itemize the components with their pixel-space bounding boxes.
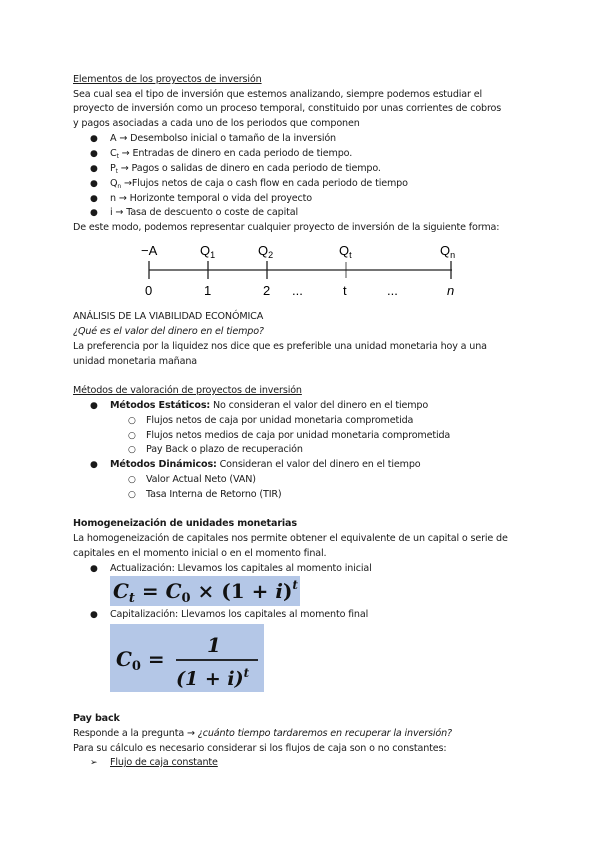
timeline-bottom-label-n: n <box>447 283 455 298</box>
payback-line-2: Para su cálculo es necesario considerar si los flujos de caja son o no constantes: <box>73 743 447 754</box>
list-item: $C_t$ → Entradas de dinero en cada periodo de tiempo. <box>110 148 353 160</box>
formula-capitalizacion <box>110 624 264 692</box>
homog-line-1: La homogeneización de capitales nos permite obtener el equivalente de un capital o serie de <box>73 533 508 544</box>
section-title-homogeneizacion: Homogeneización de unidades monetarias <box>73 518 297 529</box>
timeline-bottom-label-0: 0 <box>145 283 153 298</box>
list-item: n → Horizonte temporal o vida del proyecto <box>110 193 312 204</box>
liquidity-line-2: unidad monetaria mañana <box>73 356 198 367</box>
list-item: $P_t$ → Pagos o salidas de dinero en cada periodo de tiempo. <box>110 163 381 175</box>
formula-actualizacion <box>110 576 300 606</box>
bullet-circle-icon: ○ <box>128 475 136 485</box>
bullet-circle-icon: ○ <box>128 431 136 441</box>
bullet-circle-icon: ○ <box>128 490 136 500</box>
timeline-top-label-0: −A <box>141 243 158 258</box>
list-item: $Q_n$ →Flujos netos de caja o cash flow en cada periodo de tiempo <box>110 178 408 190</box>
bullet-dot-icon: ● <box>90 610 98 620</box>
bullet-dot-icon: ● <box>90 164 98 174</box>
bullet-dot-icon: ● <box>90 149 98 159</box>
svg-text:1: 1 <box>207 633 221 657</box>
svg-text:Ct = C0 × (1 + i)t: $C_t = C_0 \times (1 + i)^t$ <box>113 578 298 606</box>
timeline-bottom-label-1: 1 <box>204 283 212 298</box>
timeline-bottom-label-2: 2 <box>263 283 271 298</box>
timeline-bottom-ellipsis-1: ... <box>292 283 303 298</box>
bullet-dot-icon: ● <box>90 401 98 411</box>
intro-line-1: Sea cual sea el tipo de inversión que estemos analizando, siempre podemos estudiar el <box>73 89 482 100</box>
bullet-dot-icon: ● <box>90 134 98 144</box>
list-item: i → Tasa de descuento o coste de capital <box>110 207 298 218</box>
section-title-metodos: Métodos de valoración de proyectos de inversión <box>73 385 302 396</box>
svg-text:(1 + i)t: $(1 + i)^t$ <box>176 666 250 690</box>
list-item-capitalizacion: Capitalización: Llevamos los capitales al momento final <box>110 609 369 620</box>
list-item-flujo-constante: Flujo de caja constante <box>110 757 218 768</box>
list-subitem: Tasa Interna de Retorno (TIR) <box>146 489 282 500</box>
svg-text:C0 =: $C_0$ = <box>116 647 165 674</box>
formula-capitalizacion-drawing <box>110 624 264 692</box>
list-item: A → Desembolso inicial o tamaño de la inversión <box>110 133 336 144</box>
timeline-top-label-1: $Q_1$ <box>200 243 216 260</box>
formula-actualizacion-drawing <box>110 576 300 606</box>
list-subitem: Flujos netos medios de caja por unidad monetaria comprometida <box>146 430 451 441</box>
list-subitem: Flujos netos de caja por unidad monetaria comprometida <box>146 415 414 426</box>
bullet-dot-icon: ● <box>90 194 98 204</box>
bullet-circle-icon: ○ <box>128 416 136 426</box>
bullet-dot-icon: ● <box>90 208 98 218</box>
homog-line-2: capitales en el momento inicial o en el momento final. <box>73 548 327 559</box>
section-title-elementos: Elementos de los proyectos de inversión <box>73 74 262 85</box>
bullet-dot-icon: ● <box>90 179 98 189</box>
arrow-bullet-icon: ➢ <box>90 758 98 768</box>
section-question: ¿Qué es el valor del dinero en el tiempo? <box>73 326 264 337</box>
outro-line: De este modo, podemos representar cualquier proyecto de inversión de la siguiente forma: <box>73 222 500 233</box>
timeline-top-label-t: $Q_t$ <box>339 243 352 260</box>
intro-line-3: y pagos asociadas a cada uno de los periodos que componen <box>73 118 360 129</box>
list-subitem: Valor Actual Neto (VAN) <box>146 474 256 485</box>
intro-line-2: proyecto de inversión como un proceso temporal, constituido por unas corrientes de cobros <box>73 103 502 114</box>
timeline-top-label-n: $Q_n$ <box>440 243 456 260</box>
timeline-top-label-2: $Q_2$ <box>258 243 274 260</box>
list-item-static: Métodos Estáticos: No consideran el valor del dinero en el tiempo <box>110 400 429 411</box>
list-subitem: Pay Back o plazo de recuperación <box>146 444 303 455</box>
section-title-payback: Pay back <box>73 713 120 724</box>
timeline-bottom-ellipsis-2: ... <box>387 283 398 298</box>
bullet-dot-icon: ● <box>90 564 98 574</box>
bullet-dot-icon: ● <box>90 460 98 470</box>
list-item-actualizacion: Actualización: Llevamos los capitales al momento inicial <box>110 563 372 574</box>
timeline-bottom-label-t: t <box>343 283 347 298</box>
list-item-dynamic: Métodos Dinámicos: Consideran el valor del dinero en el tiempo <box>110 459 421 470</box>
payback-line-1: Responde a la pregunta → ¿cuánto tiempo tardaremos en recuperar la inversión? <box>73 728 452 739</box>
bullet-circle-icon: ○ <box>128 445 136 455</box>
section-title-analisis: ANÁLISIS DE LA VIABILIDAD ECONÓMICA <box>73 311 264 322</box>
liquidity-line-1: La preferencia por la liquidez nos dice que es preferible una unidad monetaria hoy a una <box>73 341 487 352</box>
cash-flow-timeline <box>140 240 470 300</box>
